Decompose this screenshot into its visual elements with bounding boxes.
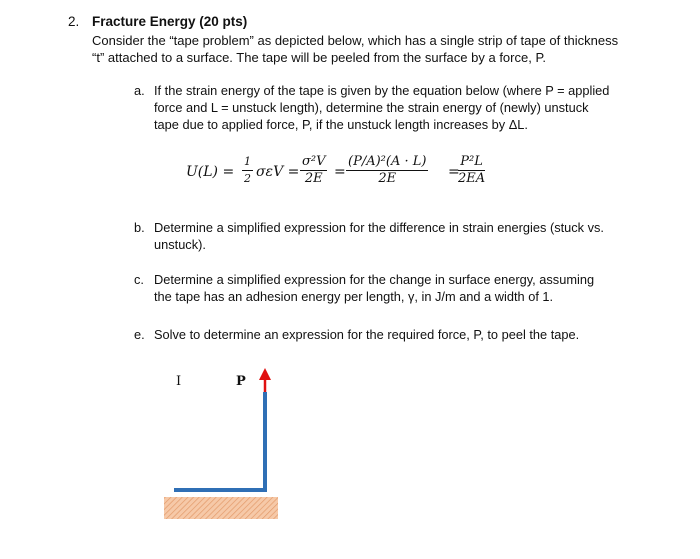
part-c-label: c.: [134, 272, 144, 287]
intro-line-2: “t” attached to a surface. The tape will be peeled from the surface by a force, P.: [92, 50, 547, 65]
surface-substrate: [164, 497, 278, 519]
figure-label-p: P: [236, 374, 246, 389]
part-e-line-1: Solve to determine an expression for the required force, P, to peel the tape.: [154, 327, 580, 342]
part-e-label: e.: [134, 327, 145, 342]
part-a-label: a.: [134, 83, 145, 98]
eq-frac-pa-num: (P/A)²(A · L): [348, 154, 427, 169]
part-b-line-1: Determine a simplified expression for the difference in strain energies (stuck vs.: [154, 220, 604, 235]
part-a-line-1: If the strain energy of the tape is given by the equation below (where P = applied: [154, 83, 610, 98]
part-c-line-1: Determine a simplified expression for the change in surface energy, assuming: [154, 272, 595, 287]
eq-term1: σεV =: [256, 164, 300, 180]
eq-equals-3: =: [448, 164, 460, 180]
eq-lhs: U(L) =: [186, 164, 235, 180]
eq-frac-half-den: 2: [244, 172, 251, 185]
eq-frac-half-num: 1: [242, 154, 253, 171]
eq-frac-final-num: P²L: [458, 154, 485, 171]
eq-frac-pa-den: 2E: [378, 171, 397, 186]
part-a-line-2: force and L = unstuck length), determine the strain energy of (newly) unstuck: [154, 100, 589, 115]
part-b-line-2: unstuck).: [154, 237, 206, 252]
force-arrow-icon: [259, 368, 271, 380]
question-number: 2.: [68, 14, 80, 29]
part-b-label: b.: [134, 220, 145, 235]
figure-label-i: I: [176, 374, 182, 389]
part-a-line-3: tape due to applied force, P, if the unstuck length increases by ΔL.: [154, 117, 528, 132]
eq-equals-2: =: [334, 164, 346, 180]
intro-line-1: Consider the “tape problem” as depicted below, which has a single strip of tape of thickness: [92, 33, 619, 48]
eq-frac-sigma-num: σ²V: [302, 154, 326, 169]
question-title: Fracture Energy (20 pts): [92, 14, 248, 29]
tape-unstuck-strip: [263, 392, 267, 492]
tape-stuck-strip: [174, 488, 267, 492]
eq-frac-sigma-den: 2E: [304, 171, 323, 186]
part-c-line-2: the tape has an adhesion energy per length, γ, in J/m and a width of 1.: [154, 289, 554, 304]
eq-frac-final-den: 2EA: [458, 171, 486, 186]
